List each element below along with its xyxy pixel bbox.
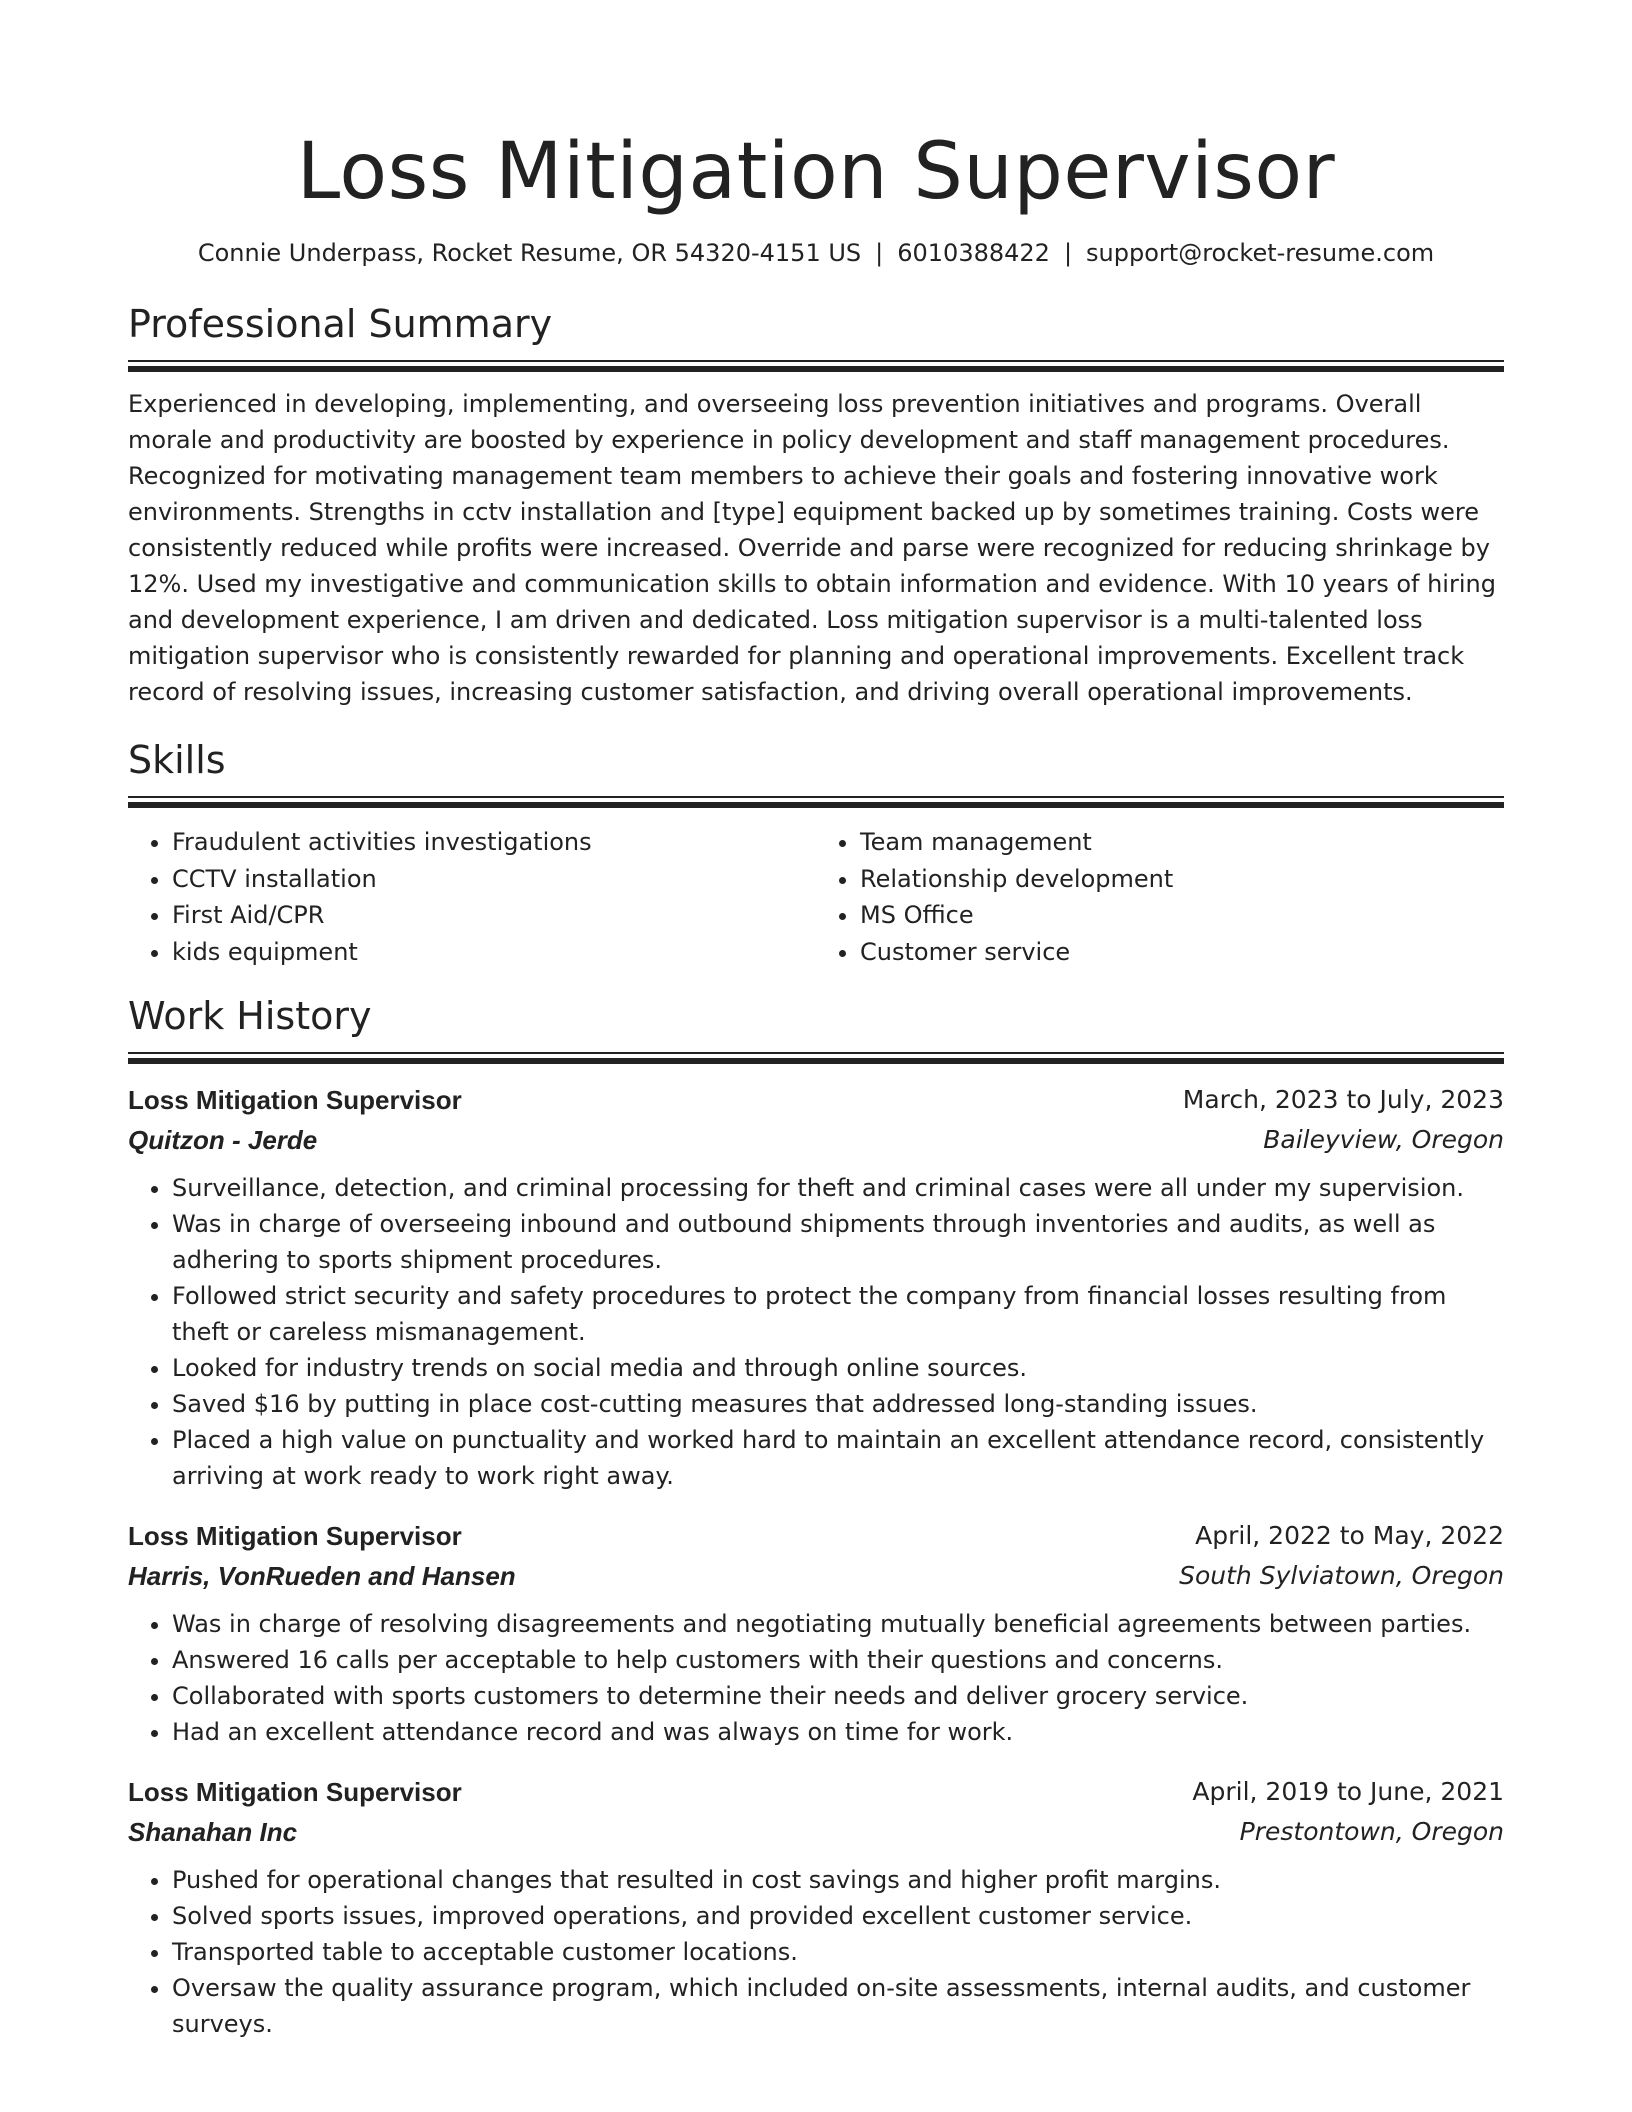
- job-bullet: • Answered 16 calls per acceptable to help customers with their questions and concerns.: [172, 1642, 1504, 1678]
- job-bullets: [128, 1862, 1504, 2042]
- job-header: [128, 1772, 1504, 1812]
- contact-line: [128, 236, 1504, 270]
- summary-text: Experienced in developing, implementing, and overseeing loss prevention initiatives and programs. Overall morale and productivity are boosted by experience in policy development and staff management procedures. Recognized for motivating management team members to achieve their goals and fostering innovative work environments. Strengths in cctv installation and [type] equipment backed up by sometimes training. Costs were consistently reduced while profits were increased. Override and parse were recognized for reducing shrinkage by 12%. Used my investigative and communication skills to obtain information and evidence. With 10 years of hiring and development experience, I am driven and dedicated. Loss mitigation supervisor is a multi-talented loss mitigation supervisor who is consistently rewarded for planning and operational improvements. Excellent track record of resolving issues, increasing customer satisfaction, and driving overall operational improvements.: [128, 390, 1496, 706]
- job-bullet: • Followed strict security and safety procedures to protect the company from financial losses resulting from theft or careless mismanagement.: [172, 1278, 1504, 1350]
- job-location: Prestontown, Oregon: [1239, 1817, 1504, 1846]
- skill-item: • CCTV installation: [172, 861, 816, 898]
- resume-page: [128, 0, 1504, 2042]
- contact-email: support@rocket-resume.com: [1086, 239, 1435, 267]
- job-bullet: • Placed a high value on punctuality and worked hard to maintain an excellent attendance record, consistently arriving at work ready to work right away.: [172, 1422, 1504, 1494]
- skills-column-left: [128, 824, 816, 970]
- job-bullet: • Looked for industry trends on social media and through online sources.: [172, 1350, 1504, 1386]
- job-company: Shanahan Inc: [128, 1817, 298, 1847]
- job-location: South Sylviatown, Oregon: [1179, 1561, 1504, 1590]
- skills-list: [128, 824, 1504, 970]
- job-title: Loss Mitigation Supervisor: [128, 1777, 462, 1807]
- job-bullet: • Had an excellent attendance record and was always on time for work.: [172, 1714, 1504, 1750]
- skill-item: • MS Office: [860, 897, 1504, 934]
- job-bullet: • Solved sports issues, improved operations, and provided excellent customer service.: [172, 1898, 1504, 1934]
- contact-separator: |: [875, 239, 884, 267]
- section-heading-work-history: Work History: [128, 994, 372, 1038]
- job-bullet: • Pushed for operational changes that resulted in cost savings and higher profit margins.: [172, 1862, 1504, 1898]
- contact-address: Connie Underpass, Rocket Resume, OR 54320-4151 US: [197, 239, 862, 267]
- job-location: Baileyview, Oregon: [1263, 1125, 1504, 1154]
- job-subheader: [128, 1120, 1504, 1160]
- job-subheader: [128, 1812, 1504, 1852]
- job-dates: March, 2023 to July, 2023: [1182, 1085, 1504, 1114]
- job-header: [128, 1516, 1504, 1556]
- skill-item: • kids equipment: [172, 934, 816, 971]
- job-bullet: • Oversaw the quality assurance program, which included on-site assessments, internal audits, and customer surveys.: [172, 1970, 1504, 2042]
- resume-title: Loss Mitigation Supervisor: [296, 127, 1336, 217]
- job-entry: [128, 1772, 1504, 2042]
- job-dates: April, 2019 to June, 2021: [1192, 1777, 1504, 1806]
- section-divider: [128, 360, 1504, 372]
- section-divider: [128, 1052, 1504, 1064]
- skill-item: • First Aid/CPR: [172, 897, 816, 934]
- section-heading-summary: Professional Summary: [128, 302, 553, 346]
- job-bullet: • Was in charge of resolving disagreements and negotiating mutually beneficial agreements between parties.: [172, 1606, 1504, 1642]
- job-bullet: • Was in charge of overseeing inbound and outbound shipments through inventories and audits, as well as adhering to sports shipment procedures.: [172, 1206, 1504, 1278]
- job-entry: [128, 1080, 1504, 1494]
- job-bullet: • Surveillance, detection, and criminal processing for theft and criminal cases were all under my supervision.: [172, 1170, 1504, 1206]
- contact-separator: |: [1063, 239, 1073, 267]
- job-title: Loss Mitigation Supervisor: [128, 1085, 462, 1115]
- job-bullet: • Collaborated with sports customers to determine their needs and deliver grocery service.: [172, 1678, 1504, 1714]
- job-bullet: • Transported table to acceptable customer locations.: [172, 1934, 1504, 1970]
- job-dates: April, 2022 to May, 2022: [1195, 1521, 1504, 1550]
- job-subheader: [128, 1556, 1504, 1596]
- job-header: [128, 1080, 1504, 1120]
- job-entry: [128, 1516, 1504, 1750]
- section-heading-skills: Skills: [128, 738, 226, 782]
- section-divider: [128, 796, 1504, 808]
- job-bullet: • Saved $16 by putting in place cost-cutting measures that addressed long-standing issues.: [172, 1386, 1504, 1422]
- skills-column-right: [816, 824, 1504, 970]
- job-company: Quitzon - Jerde: [128, 1125, 318, 1155]
- contact-phone: 6010388422: [897, 239, 1050, 267]
- job-bullets: [128, 1606, 1504, 1750]
- skill-item: • Team management: [860, 824, 1504, 861]
- job-bullets: [128, 1170, 1504, 1494]
- skill-item: • Customer service: [860, 934, 1504, 971]
- job-company: Harris, VonRueden and Hansen: [128, 1561, 516, 1591]
- skill-item: • Fraudulent activities investigations: [172, 824, 816, 861]
- skill-item: • Relationship development: [860, 861, 1504, 898]
- job-title: Loss Mitigation Supervisor: [128, 1521, 462, 1551]
